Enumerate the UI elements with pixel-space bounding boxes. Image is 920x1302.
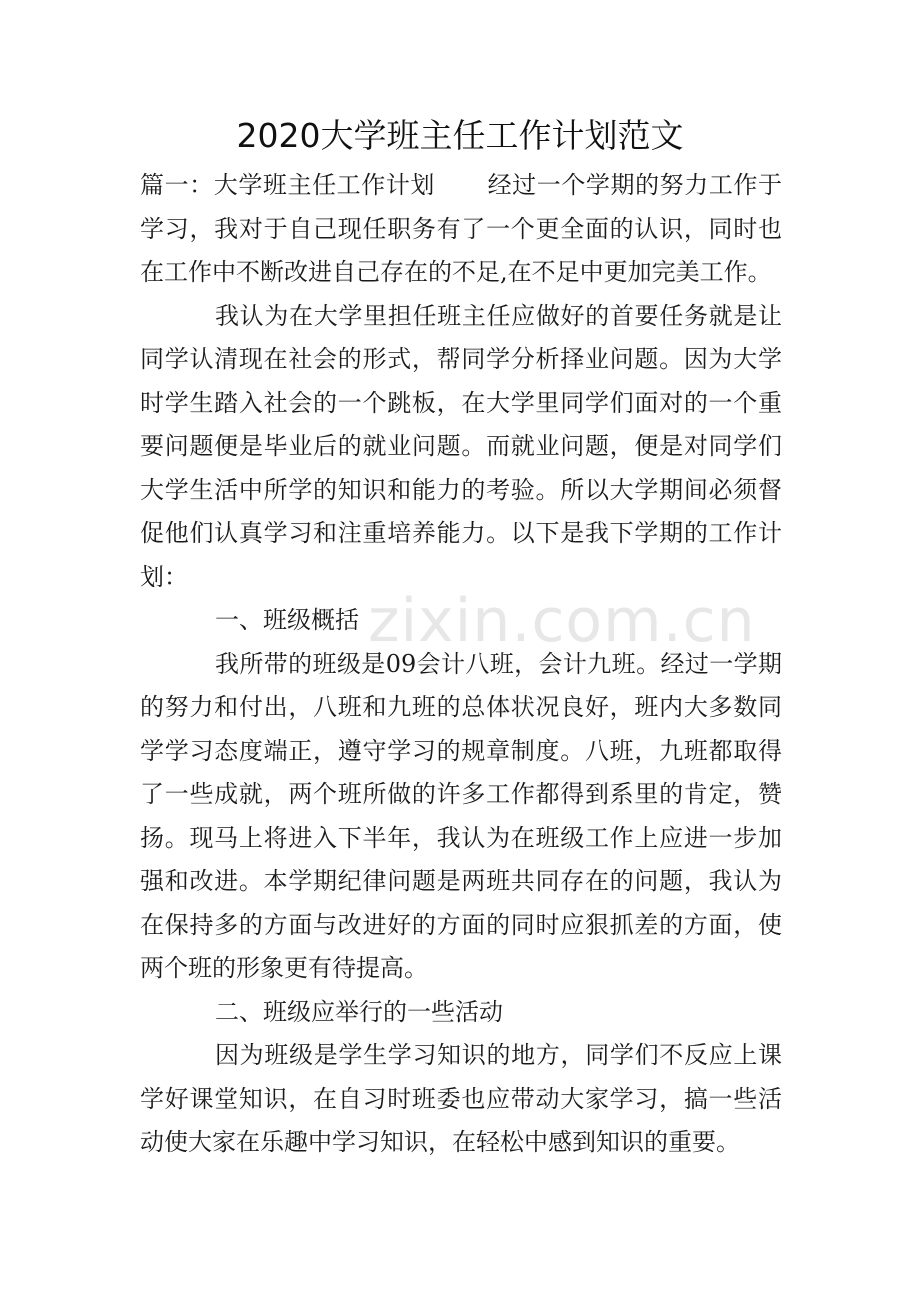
intro-label: 篇一：大学班主任工作计划 — [140, 171, 435, 199]
section-heading-1: 一、班级概括 — [215, 606, 359, 634]
intro-text: 经过一个学期的努力工作于学习，我对于自己现任职务有了一个更全面的认识，同时也在工作中不断改进自己存在的不足,在不足中更加完美工作。 — [140, 171, 782, 286]
paragraph-3: 因为班级是学生学习知识的地方，同学们不反应上课学好课堂知识，在自习时班委也应带动大家学习，搞一些活动使大家在乐趣中学习知识，在轻松中感到知识的重要。 — [140, 1041, 782, 1156]
paragraph-1: 我认为在大学里担任班主任应做好的首要任务就是让同学认清现在社会的形式，帮同学分析择业问题。因为大学时学生踏入社会的一个跳板，在大学里同学们面对的一个重要问题便是毕业后的就业问题。而就业问题，便是对同学们大学生活中所学的知识和能力的考验。所以大学期间必须督促他们认真学习和注重培养能力。以下是我下学期的工作计划： — [140, 301, 782, 591]
document-title: 2020大学班主任工作计划范文 — [236, 116, 684, 155]
intro-paragraph — [140, 164, 782, 295]
watermark: zixin.com.cn — [368, 586, 756, 656]
document-body — [140, 164, 782, 1165]
section-heading-2: 二、班级应举行的一些活动 — [215, 997, 503, 1026]
paragraph-2: 我所带的班级是09会计八班，会计九班。经过一学期的努力和付出，八班和九班的总体状况良好，班内大多数同学学习态度端正，遵守学习的规章制度。八班，九班都取得了一些成就，两个班所做的许多工作都得到系里的肯定，赞扬。现马上将进入下半年，我认为在班级工作上应进一步加强和改进。本学期纪律问题是两班共同存在的问题，我认为在保持多的方面与改进好的方面的同时应狠抓差的方面，使两个班的形象更有待提高。 — [140, 649, 782, 982]
